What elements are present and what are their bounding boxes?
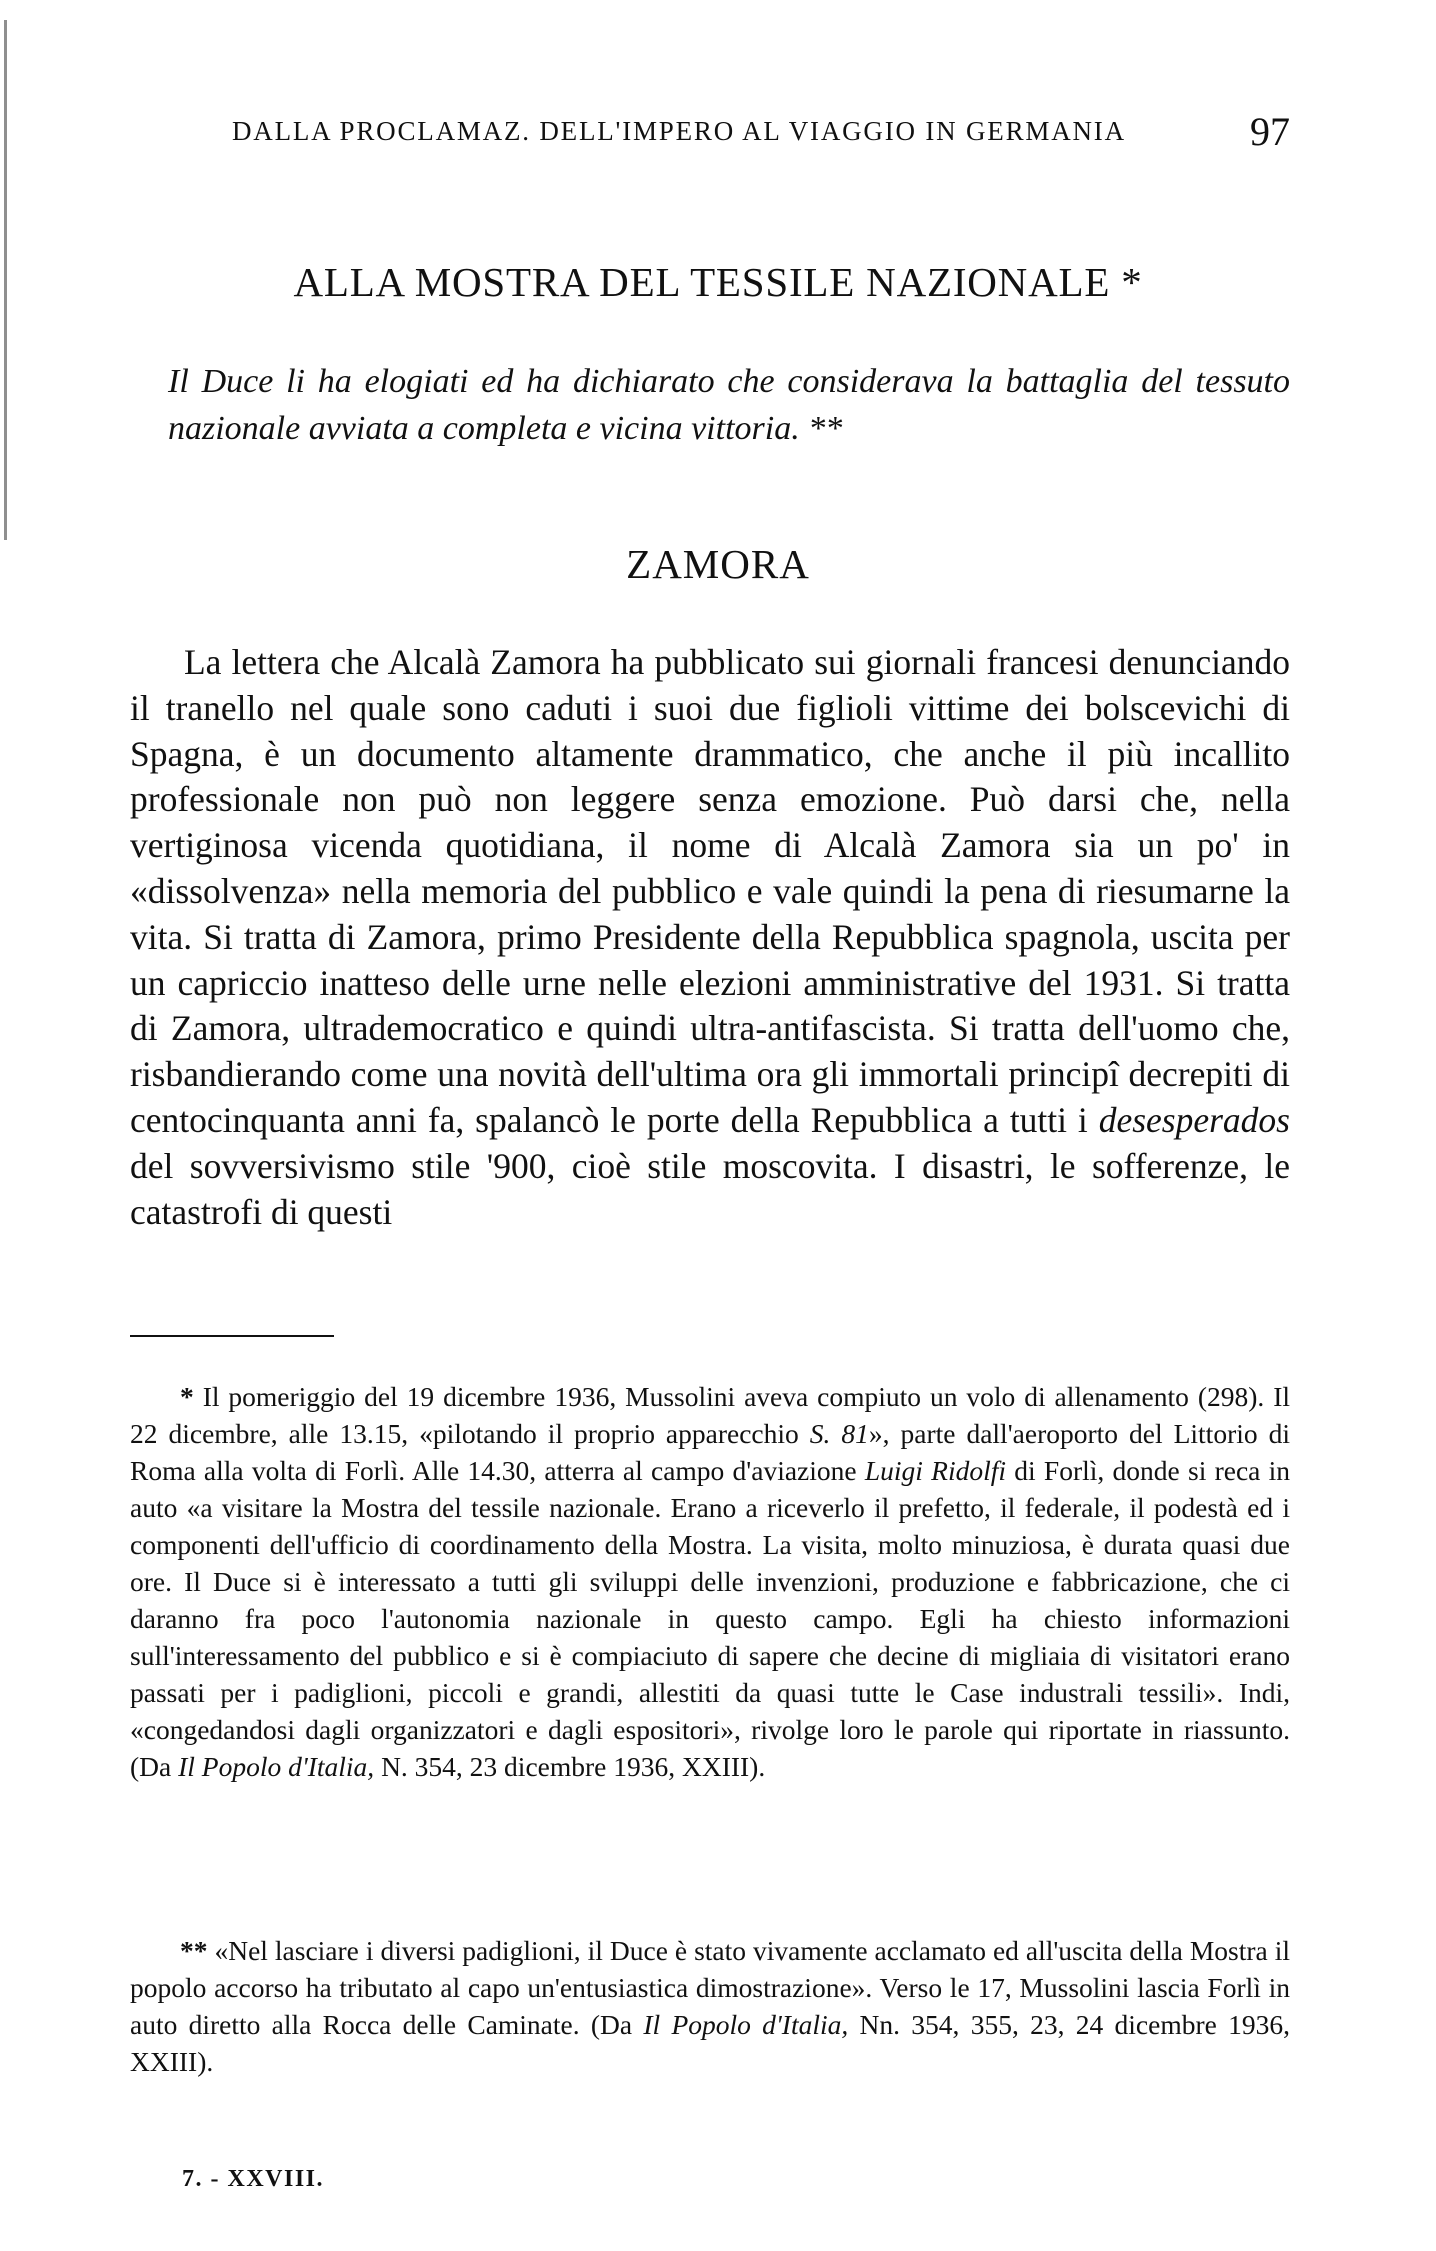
footnote-1 <box>130 1378 1290 1785</box>
footnote-1-text-1: Il pomeriggio del 19 dicembre 1936, Mussolini aveva compiuto un volo di allenamento (298). Il 22 dicembre, alle 13.15, «pilotando il proprio apparecchio <box>130 1381 1290 1449</box>
footnote-2-mark: ** <box>180 1935 208 1966</box>
footnote-1-text-2: », parte dall'aeroporto del Littorio di Roma alla volta di Forlì. Alle 14.30, atterra al campo d'aviazione <box>130 1418 1290 1486</box>
footnote-2-italic-1: Il Popolo d'Italia, <box>643 2009 849 2040</box>
footnote-1-text-3: di Forlì, donde si reca in auto «a visitare la Mostra del tessile nazionale. Erano a riceverlo il prefetto, il federale, il podestà ed i componenti dell'ufficio di coordinamento della Mostra. La visita, molto minuziosa, è durata quasi due ore. Il Duce si è interessato a tutti gli sviluppi delle invenzioni, produzione e fabbricazione, che ci daranno fra poco l'autonomia nazionale in questo campo. Egli ha chiesto informazioni sull'interessamento del pubblico e si è compiaciuto di sapere che decine di migliaia di visitatori erano passati per i padiglioni, piccoli e grandi, allestiti da quasi tutte le Case industrali tessili». Indi, «congedandosi dagli organizzatori e dagli espositori», rivolge loro le parole qui riportate in riassunto. (Da <box>130 1455 1290 1782</box>
article-title: ZAMORA <box>626 541 810 587</box>
footnote-1-italic-3: Il Popolo d'Italia, <box>178 1751 375 1782</box>
running-head <box>232 108 1290 168</box>
article-body-text-1: La lettera che Alcalà Zamora ha pubblicato sui giornali francesi denunciando il tranello nel quale sono caduti i suoi due figlioli vittime dei bolscevichi di Spagna, è un documento altamente drammatico, che anche il più incallito professionale non può non leggere senza emozione. Può darsi che, nella vertiginosa vicenda quotidiana, il nome di Alcalà Zamora sia un po' in «dissolvenza» nella memoria del pubblico e vale quindi la pena di riesumarne la vita. Si tratta di Zamora, primo Presidente della Repubblica spagnola, uscita per un capriccio inatteso delle urne nelle elezioni amministrative del 1931. Si tratta di Zamora, ultrademocratico e quindi ultra-antifascista. Si tratta dell'uomo che, risbandierando come una novità dell'ultima ora gli immortali principî decrepiti di centocinquanta anni fa, spalancò le porte della Repubblica a tutti i <box>130 642 1290 1140</box>
running-head-title: DALLA PROCLAMAZ. DELL'IMPERO AL VIAGGIO IN GERMANIA <box>232 116 1126 146</box>
article-body-text-2: del sovversivismo stile '900, cioè stile moscovita. I disastri, le sofferenze, le catastrofi di questi <box>130 1145 1290 1232</box>
section-title: ALLA MOSTRA DEL TESSILE NAZIONALE * <box>293 259 1143 305</box>
gathering-signature: 7. - XXVIII. <box>182 2166 325 2192</box>
page-number: 97 <box>1250 109 1290 154</box>
article-body-italic: desesperados <box>1098 1099 1290 1140</box>
footnote-2-text-1: «Nel lasciare i diversi padiglioni, il Duce è stato vivamente acclamato ed all'uscita della Mostra il popolo accorso ha tributato al capo un'entusiastica dimostrazione». Verso le 17, Mussolini lascia Forlì in auto diretto alla Rocca delle Caminate. (Da <box>130 1935 1291 2040</box>
footnote-1-text-4: N. 354, 23 dicembre 1936, XXIII). <box>381 1751 766 1782</box>
footnote-2-text-2: Nn. 354, 355, 23, 24 dicembre 1936, XXIII). <box>130 2009 1290 2077</box>
footnote-1-italic-1: S. 81 <box>809 1418 869 1449</box>
footnote-separator <box>130 1335 334 1337</box>
article-body <box>130 640 1290 1235</box>
section-subtitle: Il Duce li ha elogiati ed ha dichiarato che considerava la battaglia del tessuto nazionale avviata a completa e vicina vittoria. ** <box>168 363 1290 447</box>
footnote-1-mark: * <box>180 1381 194 1412</box>
footnote-2 <box>130 1932 1290 2080</box>
footnote-1-italic-2: Luigi Ridolfi <box>864 1455 1007 1486</box>
